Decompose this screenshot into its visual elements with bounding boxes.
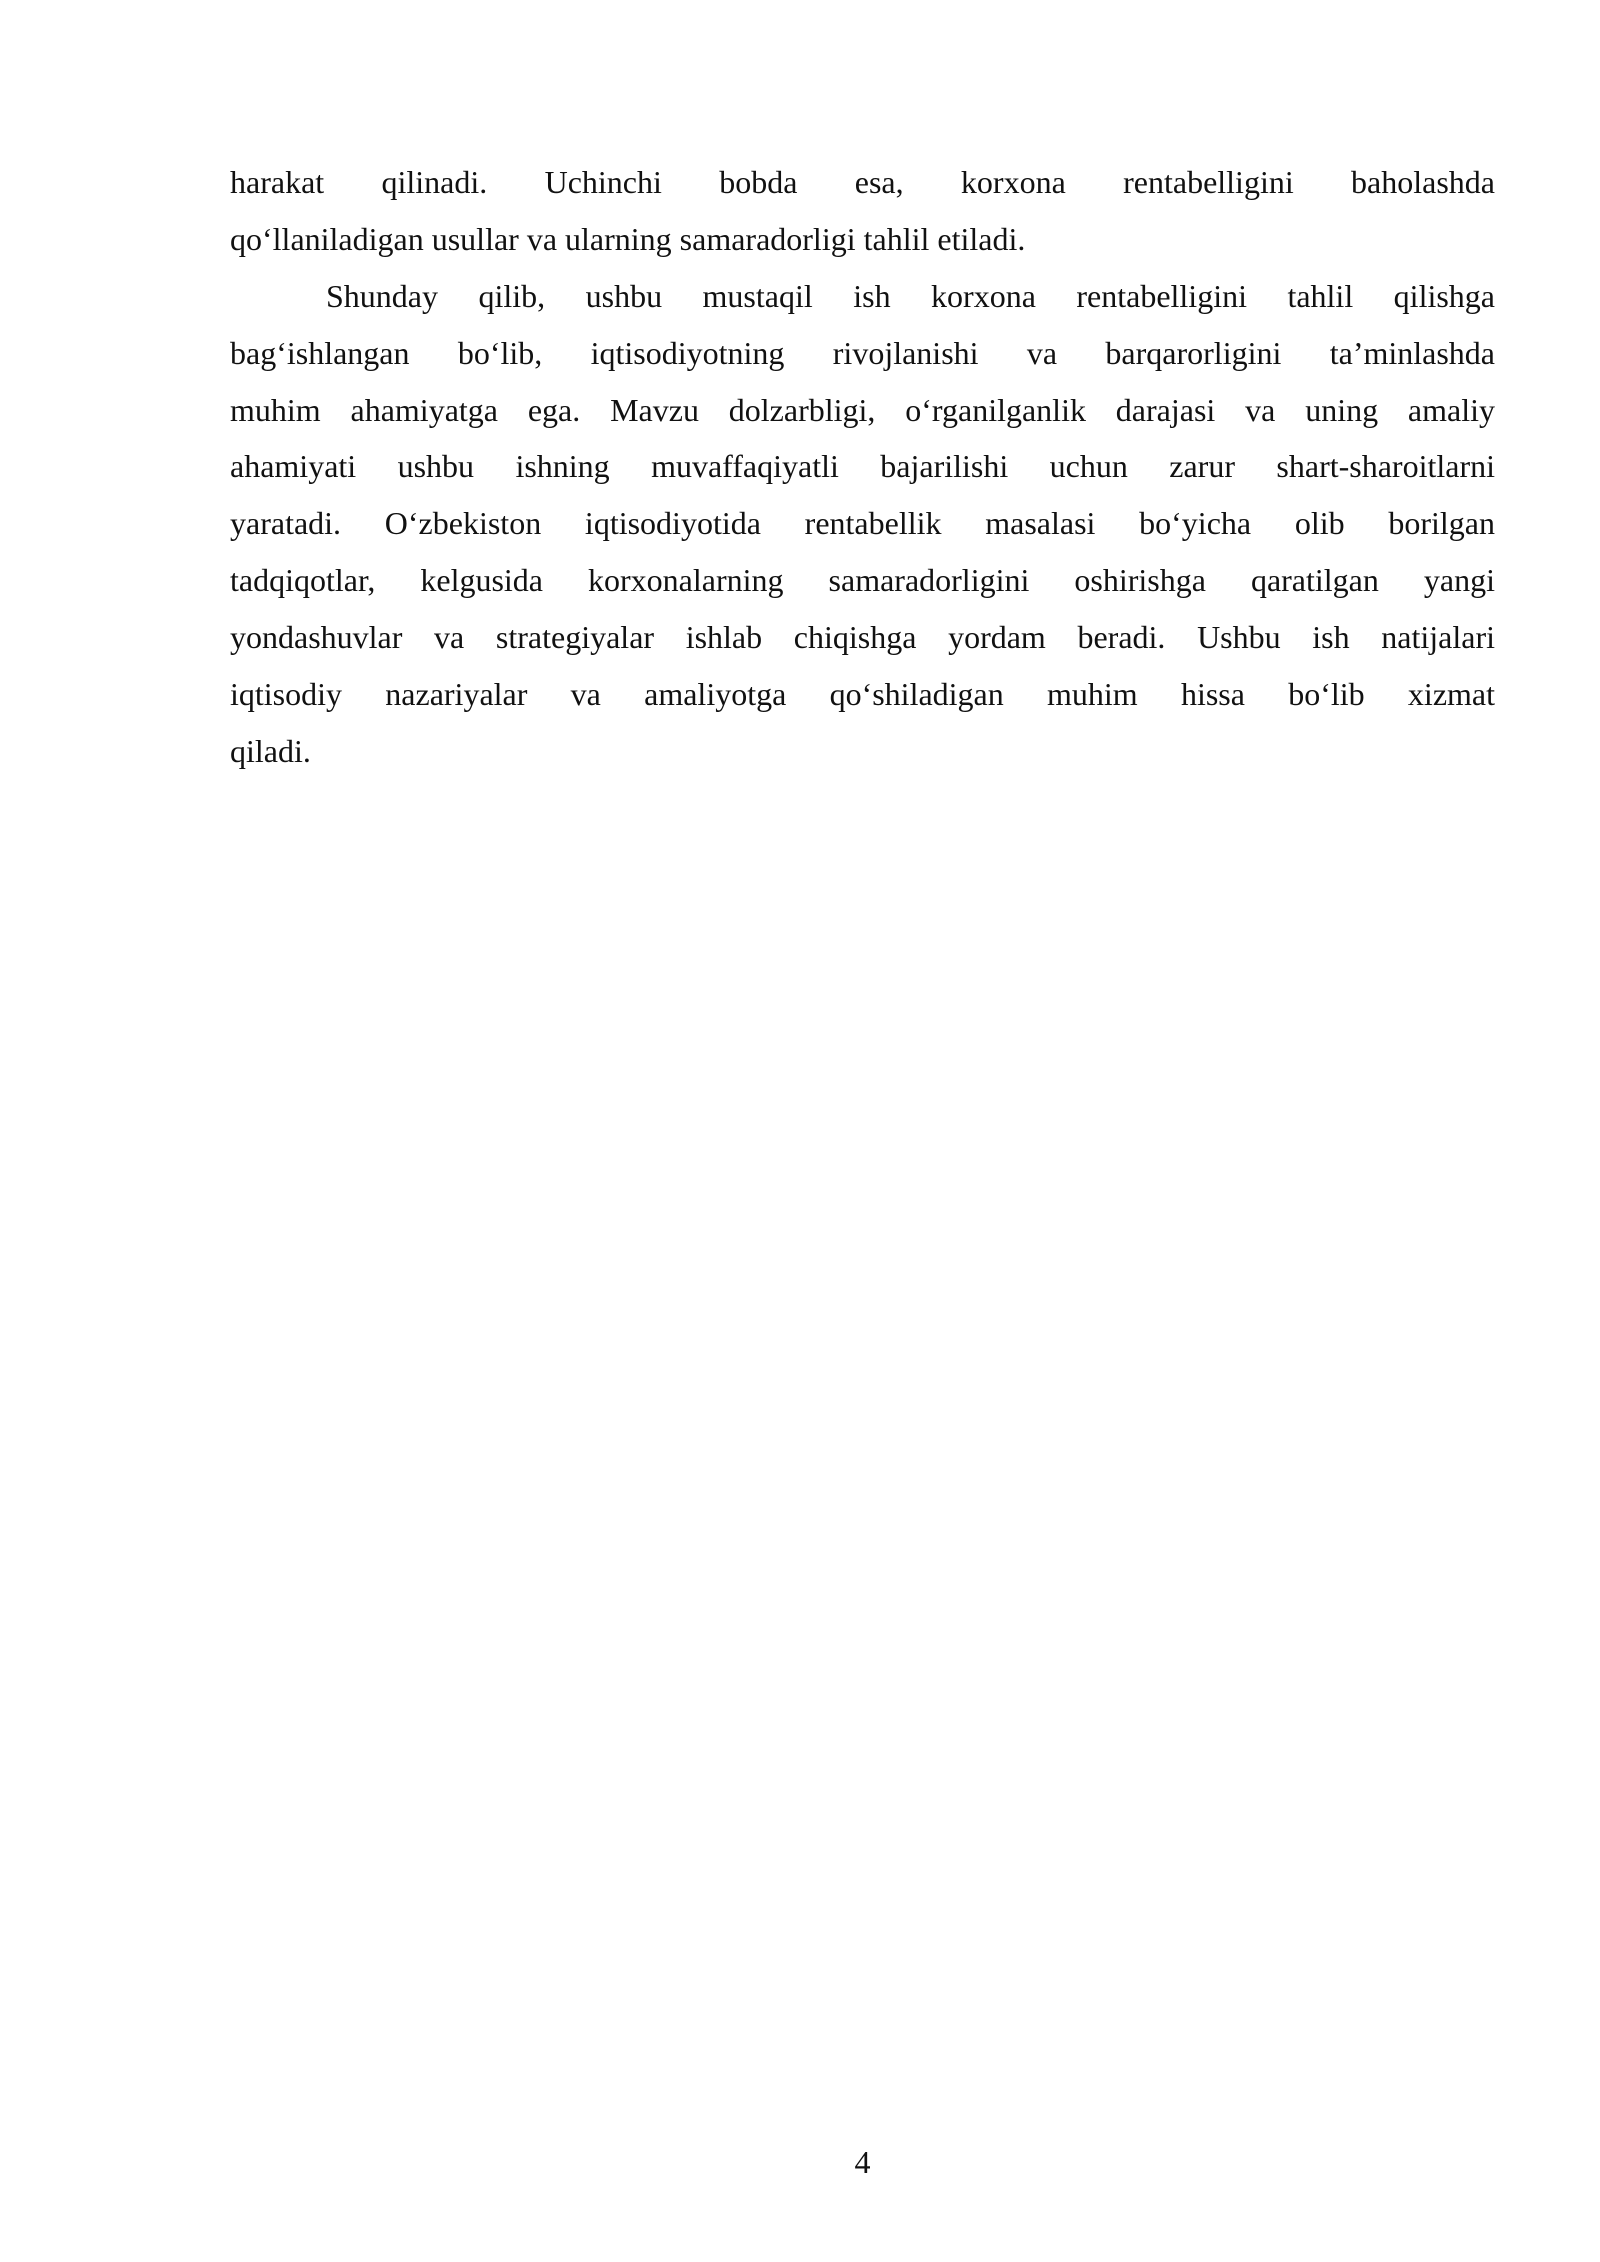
text-line: iqtisodiy nazariyalar va amaliyotga qo‘shiladigan muhim hissa bo‘lib xizmat xyxy=(230,676,1495,713)
text-line: ahamiyati ushbu ishning muvaffaqiyatli bajarilishi uchun zarur shart-sharoitlarni xyxy=(230,448,1495,485)
paragraph-continuation xyxy=(230,154,1495,268)
page-number: 4 xyxy=(854,2144,871,2180)
text-line: qo‘llaniladigan usullar va ularning samaradorligi tahlil etiladi. xyxy=(230,220,1026,257)
text-line: Shunday qilib, ushbu mustaqil ish korxona rentabelligini tahlil qilishga xyxy=(326,277,1495,314)
text-line: yaratadi. O‘zbekiston iqtisodiyotida rentabellik masalasi bo‘yicha olib borilgan xyxy=(230,505,1495,542)
paragraph-conclusion xyxy=(230,268,1495,780)
text-line: yondashuvlar va strategiyalar ishlab chiqishga yordam beradi. Ushbu ish natijalari xyxy=(230,619,1495,656)
text-line: muhim ahamiyatga ega. Mavzu dolzarbligi, o‘rganilganlik darajasi va uning amaliy xyxy=(230,391,1495,428)
body-text xyxy=(230,154,1495,780)
text-line: tadqiqotlar, kelgusida korxonalarning samaradorligini oshirishga qaratilgan yangi xyxy=(230,562,1495,599)
text-line: qiladi. xyxy=(230,732,311,769)
text-line: harakat qilinadi. Uchinchi bobda esa, korxona rentabelligini baholashda xyxy=(230,164,1495,200)
text-line: bag‘ishlangan bo‘lib, iqtisodiyotning rivojlanishi va barqarorligini ta’minlashda xyxy=(230,334,1495,371)
